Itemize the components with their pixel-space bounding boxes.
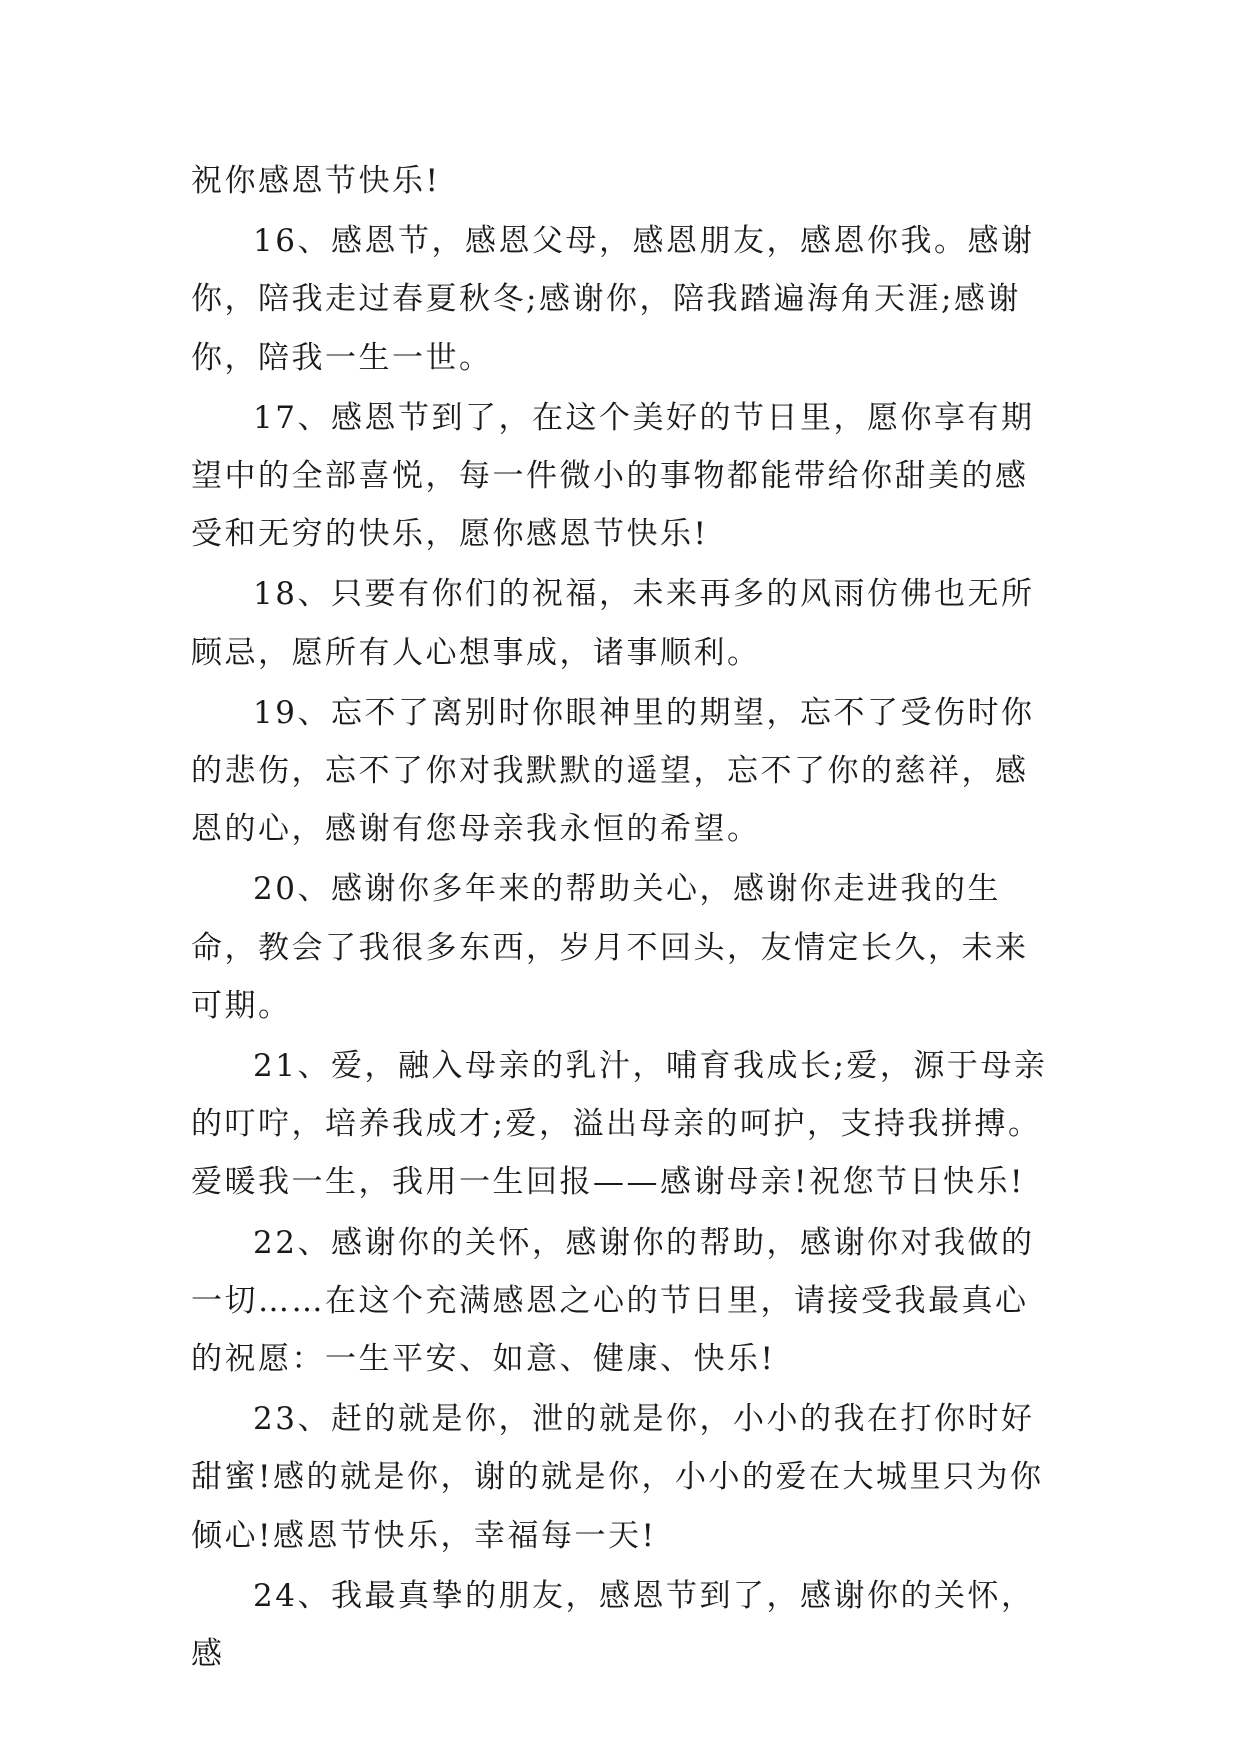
paragraph-22: 22、感谢你的关怀，感谢你的帮助，感谢你对我做的一切……在这个充满感恩之心的节日里，请接受我最真心的祝愿：一生平安、如意、健康、快乐!: [191, 1224, 1035, 1378]
paragraph-17: 17、感恩节到了，在这个美好的节日里，愿你享有期望中的全部喜悦，每一件微小的事物都能带给你甜美的感受和无穷的快乐，愿你感恩节快乐!: [191, 399, 1035, 553]
paragraph-20: 20、感谢你多年来的帮助关心，感谢你走进我的生命，教会了我很多东西，岁月不回头，友情定长久，未来可期。: [191, 871, 1029, 1024]
paragraph-16: 16、感恩节，感恩父母，感恩朋友，感恩你我。感谢你，陪我走过春夏秋冬;感谢你，陪我踏遍海角天涯;感谢你，陪我一生一世。: [191, 223, 1035, 376]
document-page: [191, 152, 1061, 1683]
paragraph-18: 18、只要有你们的祝福，未来再多的风雨仿佛也无所顾忌，愿所有人心想事成，诸事顺利。: [191, 576, 1035, 671]
paragraph-19: 19、忘不了离别时你眼神里的期望，忘不了受伤时你的悲伤，忘不了你对我默默的遥望，忘不了你的慈祥，感恩的心，感谢有您母亲我永恒的希望。: [191, 694, 1035, 848]
paragraph-continuation: 祝你感恩节快乐!: [191, 163, 441, 199]
paragraph-24: 24、我最真挚的朋友，感恩节到了，感谢你的关怀，感: [191, 1577, 1035, 1673]
paragraph-21: 21、爱，融入母亲的乳汁，哺育我成长;爱，源于母亲的叮咛，培养我成才;爱，溢出母亲的呵护，支持我拼搏。爱暖我一生，我用一生回报——感谢母亲!祝您节日快乐!: [191, 1048, 1048, 1201]
paragraph-23: 23、赶的就是你，泄的就是你，小小的我在打你时好甜蜜!感的就是你，谢的就是你，小小的爱在大城里只为你倾心!感恩节快乐，幸福每一天!: [191, 1401, 1044, 1554]
